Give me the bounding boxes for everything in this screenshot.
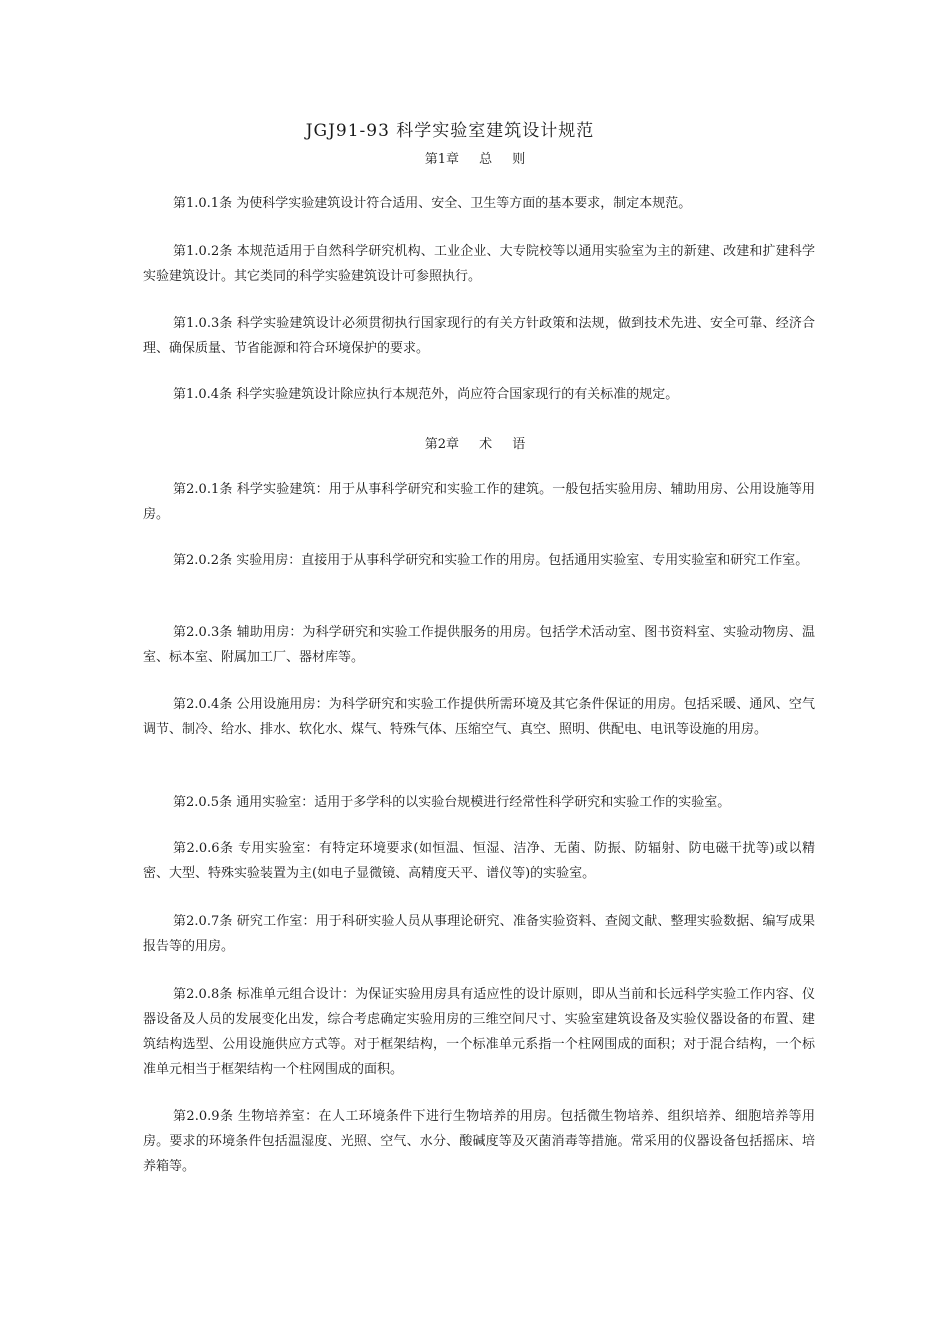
article-1-0-3: 第1.0.3条 科学实验建筑设计必须贯彻执行国家现行的有关方针政策和法规，做到技术先进、安全可靠、经济合理、确保质量、节省能源和符合环境保护的要求。 [143, 316, 815, 356]
article-2-0-5: 第2.0.5条 通用实验室：适用于多学科的以实验台规模进行经常性科学研究和实验工作的实验室。 [173, 795, 731, 810]
article-1-0-2: 第1.0.2条 本规范适用于自然科学研究机构、工业企业、大专院校等以通用实验室为主的新建、改建和扩建科学实验建筑设计。其它类同的科学实验建筑设计可参照执行。 [143, 244, 815, 284]
article-2-0-7: 第2.0.7条 研究工作室：用于科研实验人员从事理论研究、准备实验资料、查阅文献、整理实验数据、编写成果报告等的用房。 [143, 914, 815, 954]
article-1-0-4: 第1.0.4条 科学实验建筑设计除应执行本规范外，尚应符合国家现行的有关标准的规定。 [173, 387, 679, 402]
article-2-0-8: 第2.0.8条 标准单元组合设计：为保证实验用房具有适应性的设计原则，即从当前和长远科学实验工作内容、仪器设备及人员的发展变化出发，综合考虑确定实验用房的三维空间尺寸、实验室建筑设备及实验仪器设备的布置、建筑结构选型、公用设施供应方式等。对于框架结构，一个标准单元系指一个柱网围成的面积；对于混合结构，一个标准单元相当于框架结构一个柱网围成的面积。 [143, 987, 815, 1077]
article-1-0-1: 第1.0.1条 为使科学实验建筑设计符合适用、安全、卫生等方面的基本要求，制定本规范。 [173, 196, 692, 211]
chapter-1-heading: 第1章 总 则 [424, 152, 526, 167]
article-2-0-3: 第2.0.3条 辅助用房：为科学研究和实验工作提供服务的用房。包括学术活动室、图书资料室、实验动物房、温室、标本室、附属加工厂、器材库等。 [143, 625, 815, 665]
article-2-0-9: 第2.0.9条 生物培养室：在人工环境条件下进行生物培养的用房。包括微生物培养、组织培养、细胞培养等用房。要求的环境条件包括温湿度、光照、空气、水分、酸碱度等及灭菌消毒等措施。常采用的仪器设备包括摇床、培养箱等。 [143, 1109, 815, 1174]
article-2-0-1: 第2.0.1条 科学实验建筑：用于从事科学研究和实验工作的建筑。一般包括实验用房、辅助用房、公用设施等用房。 [143, 482, 815, 522]
article-2-0-4: 第2.0.4条 公用设施用房：为科学研究和实验工作提供所需环境及其它条件保证的用房。包括采暖、通风、空气调节、制冷、给水、排水、软化水、煤气、特殊气体、压缩空气、真空、照明、供配电、电讯等设施的用房。 [143, 697, 815, 737]
article-2-0-6: 第2.0.6条 专用实验室：有特定环境要求(如恒温、恒湿、洁净、无菌、防振、防辐射、防电磁干扰等)或以精密、大型、特殊实验装置为主(如电子显微镜、高精度天平、谱仪等)的实验室。 [143, 841, 815, 881]
article-2-0-2: 第2.0.2条 实验用房：直接用于从事科学研究和实验工作的用房。包括通用实验室、专用实验室和研究工作室。 [173, 553, 809, 568]
document-title: JGJ91-93 科学实验室建筑设计规范 [305, 121, 595, 141]
chapter-2-heading: 第2章 术 语 [424, 437, 526, 452]
